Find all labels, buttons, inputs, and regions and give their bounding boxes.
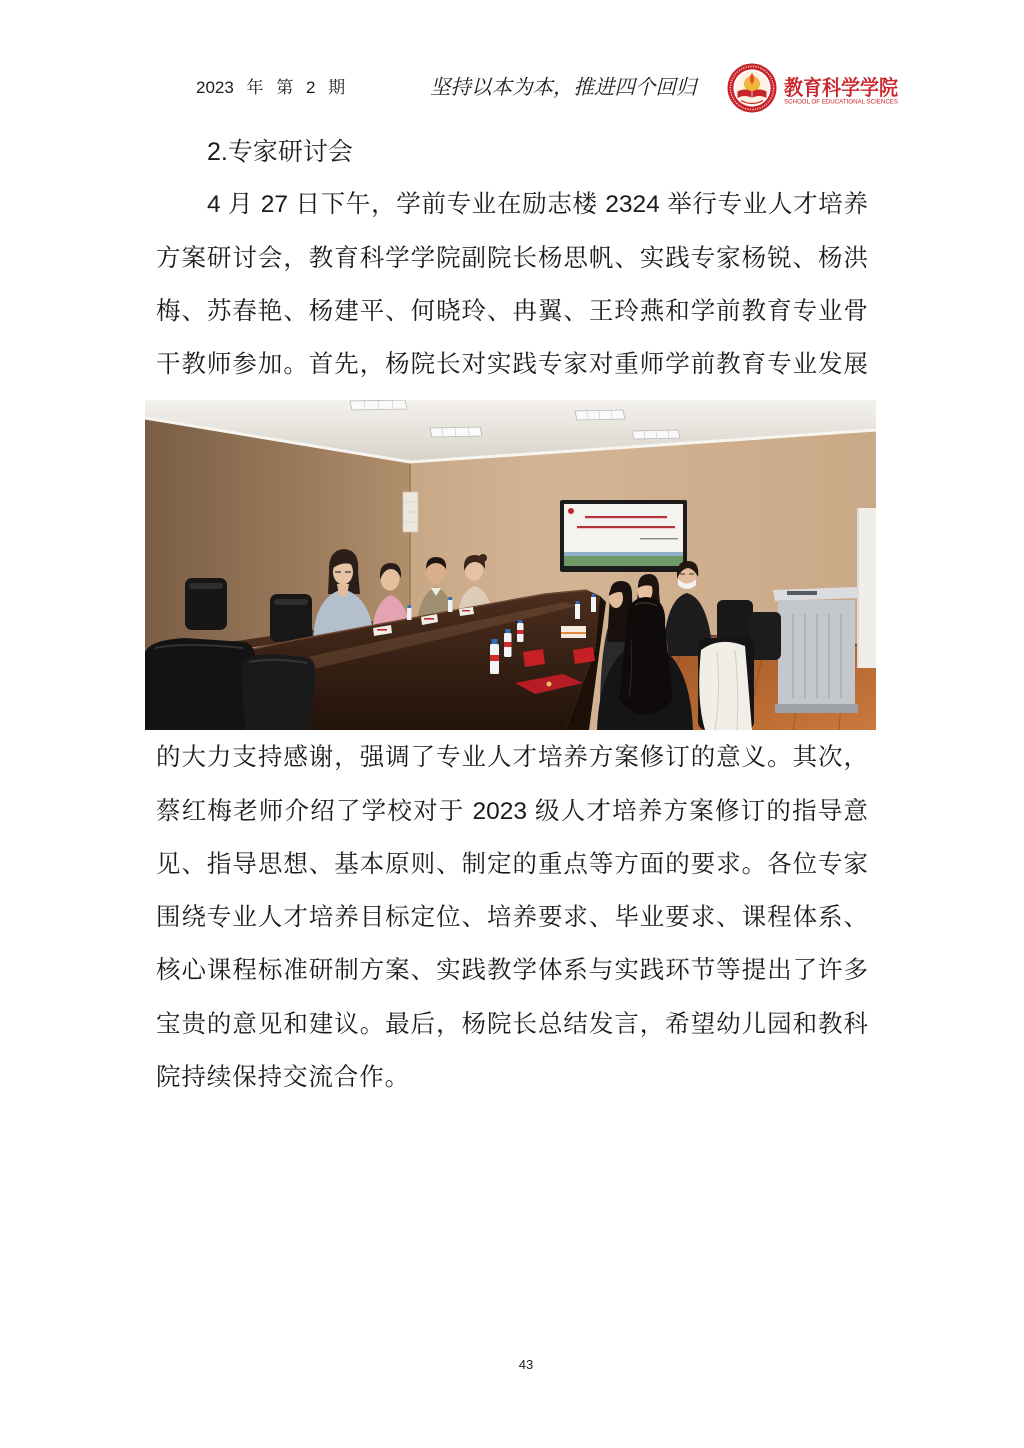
body-text-line: 核心课程标准研制方案、实践教学体系与实践环节等提出了许多 (156, 957, 868, 985)
issue-label: 2023 年 第 2 期 (196, 78, 346, 97)
meeting-photo (145, 400, 876, 730)
door-frame (857, 508, 876, 668)
lectern (773, 587, 859, 713)
body-text-line: 宝贵的意见和建议。最后，杨院长总结发言，希望幼儿园和教科 (156, 1010, 868, 1038)
page-number: 43 (518, 1357, 534, 1372)
water-bottle (490, 639, 499, 674)
body-text-line: 围绕专业人才培养目标定位、培养要求、毕业要求、课程体系、 (156, 904, 868, 932)
body-text-line: 见、指导思想、基本原则、制定的重点等方面的要求。各位专家 (156, 850, 868, 878)
red-name-card (573, 647, 595, 664)
water-bottle (575, 601, 580, 619)
body-text-line: 院持续保持交流合作。 (156, 1064, 410, 1092)
tissue-box (561, 626, 586, 638)
tv-screen (560, 500, 687, 572)
water-bottle (448, 597, 453, 612)
water-bottle (504, 629, 512, 657)
logo-name-en: SCHOOL OF EDUCATIONAL SCIENCES (784, 99, 898, 106)
body-text-line: 的大力支持感谢，强调了专业人才培养方案修订的意义。其次， (156, 744, 868, 772)
body-text-line: 蔡红梅老师介绍了学校对于 2023 级人才培养方案修订的指导意 (156, 797, 868, 825)
water-bottle (517, 620, 524, 642)
body-text-line: 4 月 27 日下午，学前专业在励志楼 2324 举行专业人才培养 (207, 191, 868, 219)
water-bottle (591, 594, 596, 612)
logo-name-cn: 教育科学学院 (784, 75, 898, 100)
section-heading: 2.专家研讨会 (207, 138, 353, 166)
coat-on-chair (698, 638, 754, 730)
school-emblem-icon (728, 64, 777, 113)
paragraph-before-photo (156, 178, 868, 391)
body-text-line: 干教师参加。首先，杨院长对实践专家对重师学前教育专业发展 (156, 351, 868, 379)
body-text-line: 方案研讨会，教育科学学院副院长杨思帆、实践专家杨锐、杨洪 (156, 244, 868, 272)
paragraph-after-photo (156, 731, 868, 1104)
header-slogan: 坚持以本为本，推进四个回归 (430, 76, 697, 99)
wall-notice-board (403, 492, 418, 532)
school-logo (726, 62, 902, 114)
body-text-line: 梅、苏春艳、杨建平、何晓玲、冉翼、王玲燕和学前教育专业骨 (156, 297, 868, 325)
water-bottle (407, 605, 412, 620)
red-name-card (523, 649, 545, 667)
